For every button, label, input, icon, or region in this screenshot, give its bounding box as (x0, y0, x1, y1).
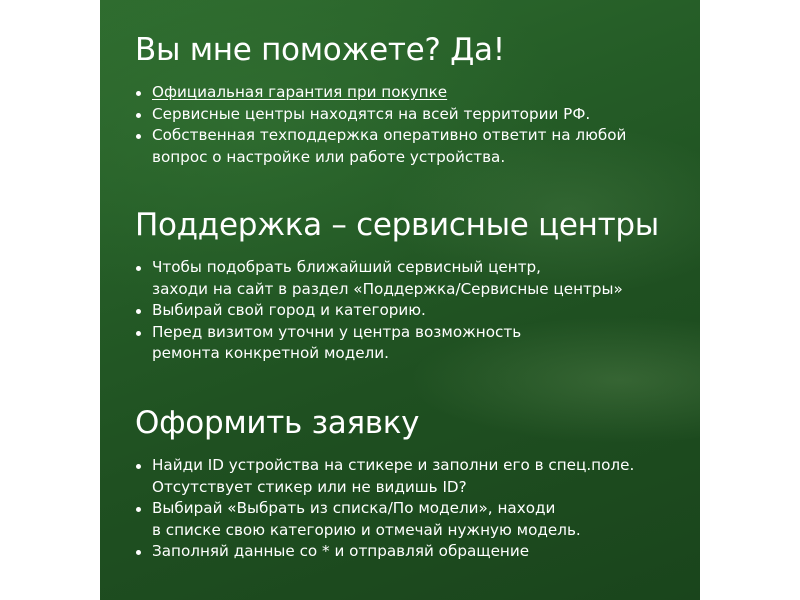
warranty-link[interactable]: Официальная гарантия при покупке (152, 83, 448, 101)
list-item-text: Выбирай «Выбрать из списка/По модели», находи (152, 499, 556, 517)
list-item (135, 498, 680, 541)
list-item-text: Выбирай свой город и категорию. (152, 301, 426, 319)
list-item-text: Заполняй данные со * и отправляй обращение (152, 542, 530, 560)
list-item (135, 82, 680, 104)
list-item (135, 322, 680, 365)
list-item (135, 300, 680, 322)
list-item (135, 125, 680, 168)
list-item-text: Сервисные центры находятся на всей территории РФ. (152, 104, 591, 123)
request-heading: Оформить заявку (135, 405, 420, 441)
list-item-text: вопрос о настройке или работе устройства. (152, 147, 506, 166)
service-centers-list (135, 257, 680, 365)
list-item (135, 104, 680, 126)
list-item-text: заходи на сайт в раздел «Поддержка/Сервисные центры» (152, 279, 623, 298)
request-list (135, 455, 680, 563)
list-item-text: в списке свою категорию и отмечай нужную модель. (152, 520, 581, 539)
list-item (135, 541, 680, 563)
list-item-text: Собственная техподдержка оперативно ответит на любой (152, 126, 627, 144)
list-item-text: ремонта конкретной модели. (152, 344, 389, 362)
info-card (100, 0, 700, 600)
list-item-text: Перед визитом уточни у центра возможность (152, 322, 522, 341)
list-item (135, 257, 680, 300)
list-item (135, 455, 680, 498)
list-item-text: Найди ID устройства на стикере и заполни его в спец.поле. (152, 456, 635, 474)
request-section (135, 403, 680, 563)
service-centers-section (135, 205, 680, 365)
list-item-text: Чтобы подобрать ближайший сервисный центр, (152, 258, 542, 276)
list-item-text: Отсутствует стикер или не видишь ID? (152, 477, 467, 496)
help-section (135, 30, 680, 168)
service-centers-heading: Поддержка – сервисные центры (135, 207, 659, 243)
help-list (135, 82, 680, 168)
help-heading: Вы мне поможете? Да! (135, 32, 505, 68)
